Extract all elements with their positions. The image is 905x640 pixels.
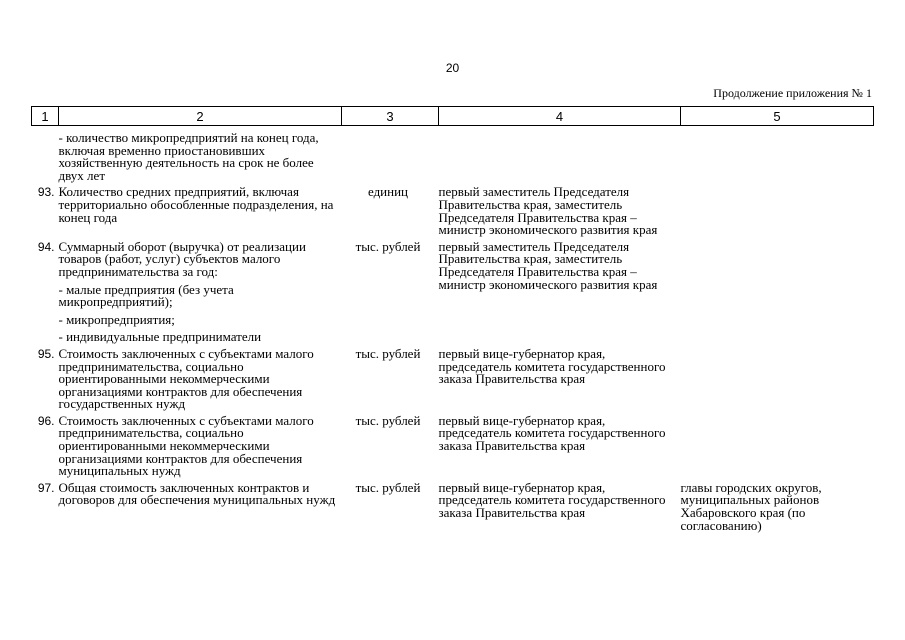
co-executors: главы городских округов, муниципальных районов Хабаровского края (по согласованию)	[680, 479, 822, 533]
responsible	[439, 126, 681, 187]
row-number: 95.	[37, 346, 55, 361]
indicator-line: Стоимость заключенных с субъектами малого предпринимательства, социально ориентированными некоммерческими организациями контрактов для обеспечения государственных нужд	[58, 345, 314, 412]
header-col-2: 2	[59, 107, 342, 126]
indicator-subline: - малые предприятия (без учета микропредприятий);	[58, 281, 234, 310]
header-row	[32, 107, 874, 126]
indicator-line: Стоимость заключенных с субъектами малого предпринимательства, социально ориентированными некоммерческими организациями контрактов для обеспечения муниципальных нужд	[58, 412, 314, 479]
table-body	[32, 126, 874, 537]
unit: тыс. рублей	[355, 479, 421, 495]
co-executors	[681, 186, 874, 240]
unit	[342, 126, 439, 187]
header-col-5: 5	[681, 107, 874, 126]
co-executors	[681, 415, 874, 482]
indicator-line: Суммарный оборот (выручка) от реализации товаров (работ, услуг) субъектов малого предпринимательства за год:	[58, 238, 306, 279]
row-number: 93.	[37, 185, 55, 200]
responsible: первый вице-губернатор края, председатель комитета государственного заказа Правительства края	[438, 412, 666, 454]
unit: тыс. рублей	[355, 345, 421, 361]
responsible: первый вице-губернатор края, председатель комитета государственного заказа Правительства края	[438, 479, 666, 521]
row-number	[32, 126, 59, 187]
table-row	[32, 482, 874, 536]
unit: тыс. рублей	[355, 238, 421, 254]
row-number: 96.	[37, 413, 55, 428]
header-col-3: 3	[342, 107, 439, 126]
co-executors	[681, 241, 874, 348]
page-number: 20	[445, 61, 460, 75]
unit: единиц	[367, 184, 409, 200]
responsible: первый вице-губернатор края, председатель комитета государственного заказа Правительства края	[438, 345, 666, 387]
indicator-name	[58, 479, 342, 536]
continuation-label: Продолжение приложения № 1	[713, 86, 872, 100]
indicator-line: Количество средних предприятий, включая территориально обособленные подразделения, на конец года	[58, 184, 334, 225]
table-row	[32, 415, 874, 482]
indicator-subline: - индивидуальные предприниматели	[58, 329, 262, 345]
table-row	[32, 126, 874, 187]
table-row	[32, 186, 874, 240]
table-row	[32, 348, 874, 415]
indicator-name	[59, 126, 342, 187]
responsible: первый заместитель Председателя Правительства края, заместитель Председателя Правительства края – министр экономического развития края	[438, 184, 658, 238]
responsible: первый заместитель Председателя Правительства края, заместитель Председателя Правительства края – министр экономического развития края	[438, 238, 658, 292]
unit: тыс. рублей	[355, 412, 421, 428]
indicators-table	[31, 106, 874, 536]
co-executors	[681, 126, 874, 187]
indicator-name	[59, 186, 342, 240]
table-row	[32, 241, 874, 348]
row-number: 97.	[37, 480, 55, 495]
header-col-4: 4	[439, 107, 681, 126]
indicator-name	[58, 412, 342, 482]
indicator-line: - количество микропредприятий на конец года, включая временно приостановивших хозяйственную деятельность на срок не более двух лет	[58, 130, 319, 183]
header-col-1: 1	[32, 107, 59, 126]
indicator-name	[58, 238, 342, 348]
indicator-line: Общая стоимость заключенных контрактов и договоров для обеспечения муниципальных нужд	[58, 479, 336, 508]
table-header	[32, 107, 874, 126]
indicator-subline: - микропредприятия;	[58, 311, 175, 327]
co-executors	[681, 348, 874, 415]
row-number: 94.	[37, 239, 55, 254]
indicator-name	[58, 345, 342, 415]
